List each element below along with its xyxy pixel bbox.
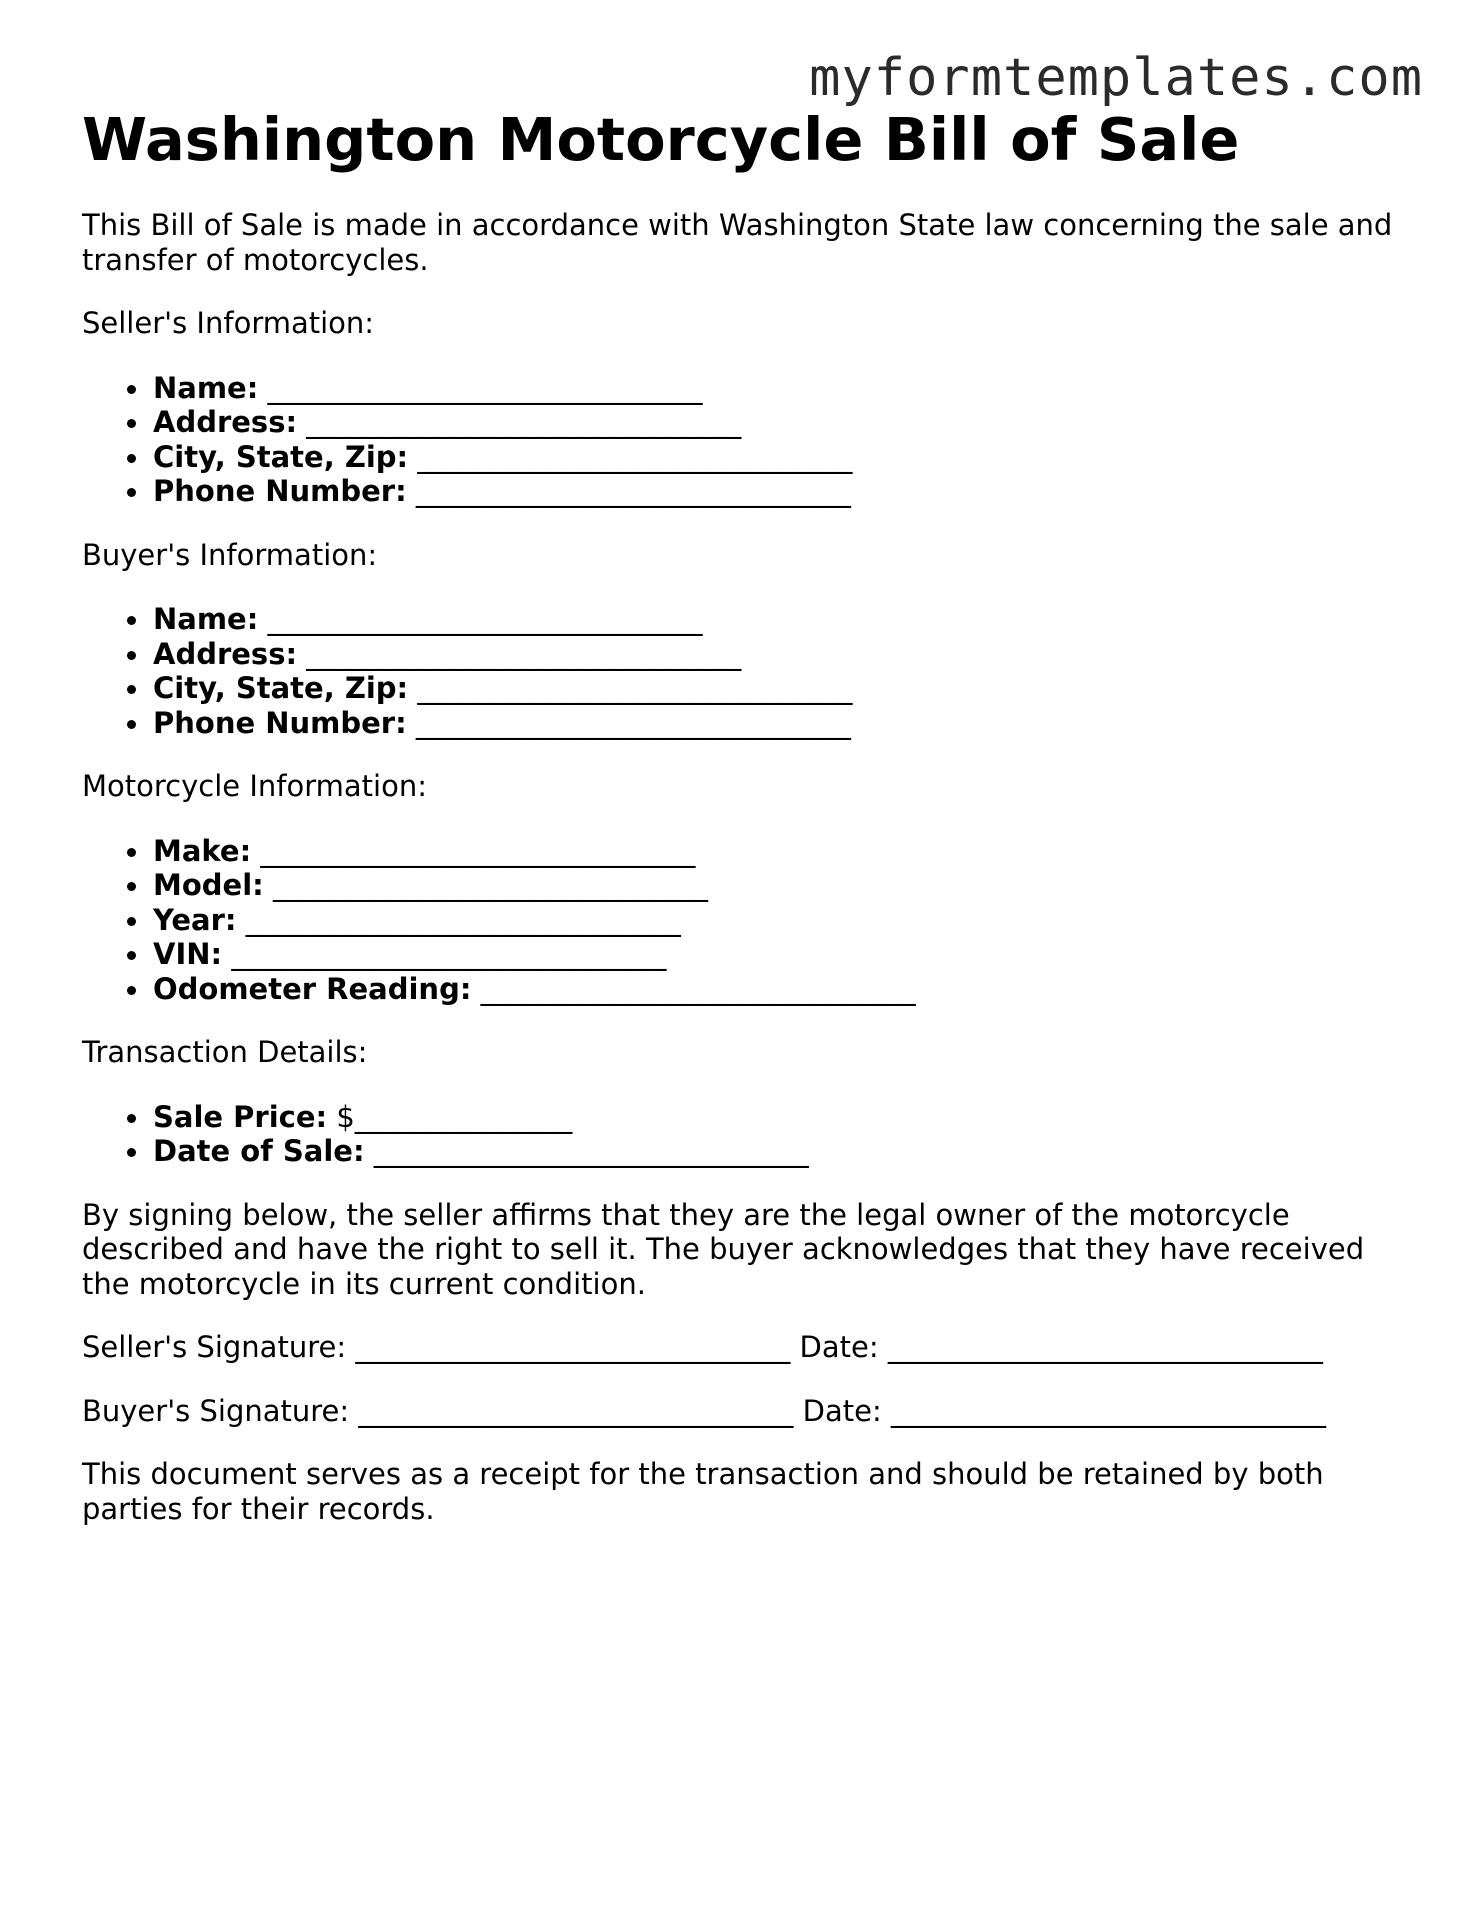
field-blank: $_______________ — [336, 1099, 573, 1134]
field-label: VIN: — [153, 937, 223, 971]
seller-fields — [82, 371, 1402, 509]
buyer-signature-field[interactable]: ______________________________ — [358, 1393, 794, 1428]
affirmation-paragraph: By signing below, the seller affirms that they are the legal owner of the motorcycle described and have the right to sell it. The buyer acknowledges that they have received the motorcycle in its current condition. — [82, 1197, 1365, 1301]
field-blank: ______________________________ — [231, 937, 667, 971]
field-blank: ______________________________ — [480, 971, 916, 1006]
seller-section-heading: Seller's Information: — [82, 306, 375, 340]
sale-price-field[interactable] — [153, 1100, 1402, 1135]
field-label: Phone Number: — [153, 474, 407, 508]
buyer-city-state-zip-field[interactable] — [153, 671, 1402, 706]
field-blank: ______________________________ — [245, 902, 681, 937]
seller-date-label: Date: — [799, 1330, 879, 1364]
field-blank: ______________________________ — [260, 833, 696, 868]
field-label: Sale Price: — [153, 1099, 328, 1134]
closing-paragraph: This document serves as a receipt for the transaction and should be retained by both parties for their records. — [82, 1457, 1324, 1526]
field-label: City, State, Zip: — [153, 671, 409, 705]
buyer-signature-line — [82, 1394, 1402, 1429]
buyer-fields — [82, 602, 1402, 740]
buyer-date-field[interactable]: ______________________________ — [890, 1393, 1326, 1428]
transaction-fields — [82, 1100, 1402, 1169]
field-blank: ______________________________ — [272, 868, 708, 902]
field-label: Date of Sale: — [153, 1134, 365, 1168]
field-label: Make: — [153, 833, 252, 868]
field-label: Odometer Reading: — [153, 971, 472, 1006]
seller-phone-field[interactable] — [153, 474, 1402, 509]
seller-signature-field[interactable]: ______________________________ — [355, 1330, 791, 1364]
motorcycle-year-field[interactable] — [153, 903, 1402, 938]
seller-address-field[interactable] — [153, 405, 1402, 440]
buyer-name-field[interactable] — [153, 602, 1402, 637]
field-blank: ______________________________ — [306, 636, 742, 671]
motorcycle-make-field[interactable] — [153, 834, 1402, 869]
field-blank: ______________________________ — [267, 370, 703, 405]
seller-date-field[interactable]: ______________________________ — [887, 1330, 1323, 1364]
intro-paragraph: This Bill of Sale is made in accordance with Washington State law concerning the sale and transfer of motorcycles. — [82, 208, 1393, 277]
buyer-phone-field[interactable] — [153, 706, 1402, 741]
document-body — [82, 104, 1402, 1526]
buyer-signature-label: Buyer's Signature: — [82, 1393, 350, 1428]
seller-city-state-zip-field[interactable] — [153, 440, 1402, 475]
motorcycle-vin-field[interactable] — [153, 937, 1402, 972]
field-label: Year: — [153, 902, 237, 937]
seller-name-field[interactable] — [153, 371, 1402, 406]
date-of-sale-field[interactable] — [153, 1134, 1402, 1169]
motorcycle-fields — [82, 834, 1402, 1007]
field-blank: ______________________________ — [417, 439, 853, 474]
motorcycle-odometer-field[interactable] — [153, 972, 1402, 1007]
site-watermark: myformtemplates.com — [809, 48, 1423, 108]
field-blank: ______________________________ — [267, 602, 703, 636]
transaction-section-heading: Transaction Details: — [82, 1035, 368, 1069]
field-label: Address: — [153, 636, 298, 671]
buyer-date-label: Date: — [802, 1393, 882, 1428]
field-label: Name: — [153, 602, 259, 636]
field-label: Model: — [153, 868, 264, 902]
seller-signature-label: Seller's Signature: — [82, 1330, 347, 1364]
motorcycle-section-heading: Motorcycle Information: — [82, 769, 427, 803]
field-blank: ______________________________ — [415, 474, 851, 508]
seller-signature-line — [82, 1330, 1402, 1365]
field-blank: ______________________________ — [373, 1134, 809, 1168]
field-blank: ______________________________ — [417, 671, 853, 705]
field-label: Phone Number: — [153, 705, 407, 740]
field-label: Address: — [153, 405, 298, 439]
field-label: City, State, Zip: — [153, 439, 409, 474]
page-title: Washington Motorcycle Bill of Sale — [82, 105, 1240, 174]
motorcycle-model-field[interactable] — [153, 868, 1402, 903]
buyer-address-field[interactable] — [153, 637, 1402, 672]
field-blank: ______________________________ — [306, 405, 742, 439]
field-blank: ______________________________ — [415, 705, 851, 740]
field-label: Name: — [153, 370, 259, 405]
buyer-section-heading: Buyer's Information: — [82, 537, 378, 572]
